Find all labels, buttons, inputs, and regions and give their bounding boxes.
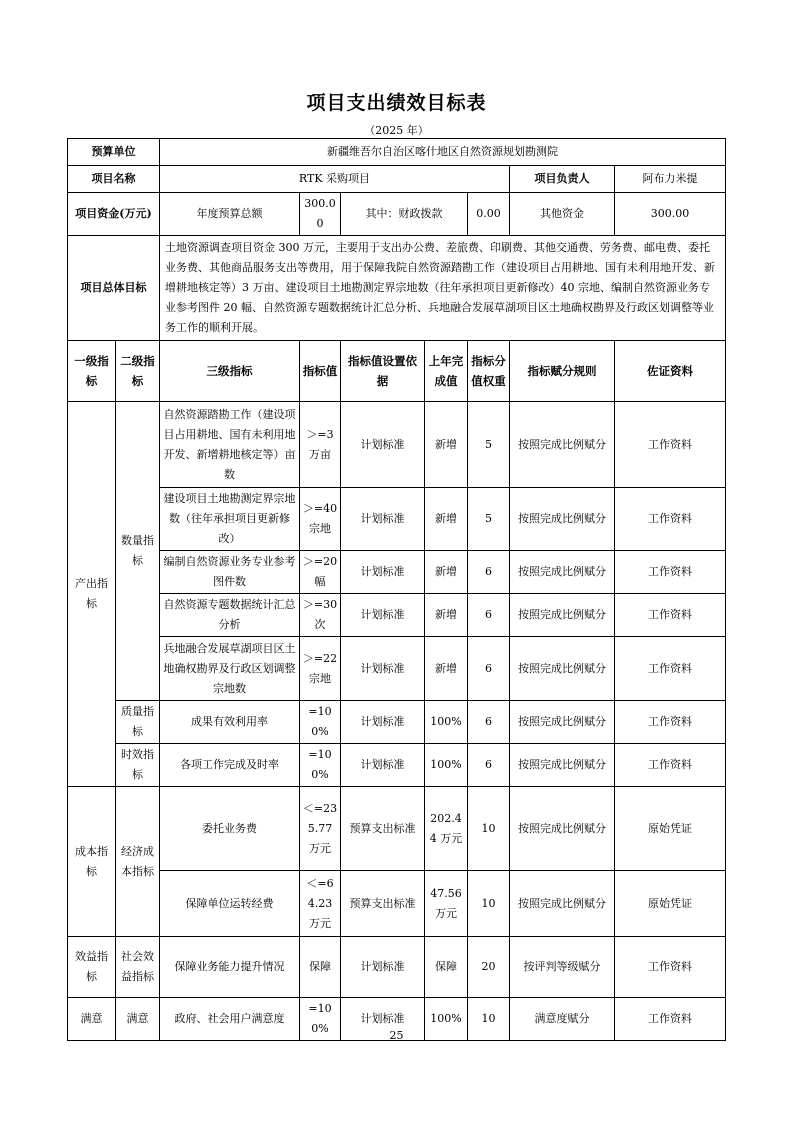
value-cell: ＞=3 万亩 [300, 402, 341, 488]
table-row [68, 744, 726, 787]
evidence-cell: 工作资料 [615, 937, 726, 998]
evidence-cell: 工作资料 [615, 551, 726, 594]
rule-cell: 按照完成比例赋分 [510, 637, 615, 701]
level3-cell: 各项工作完成及时率 [160, 744, 300, 787]
table-row [68, 871, 726, 937]
rule-cell: 按照完成比例赋分 [510, 871, 615, 937]
unit-label: 预算单位 [68, 139, 160, 166]
weight-cell: 5 [468, 488, 510, 551]
level2-cell: 经济成本指标 [116, 787, 160, 937]
prev-cell: 202.44 万元 [425, 787, 468, 871]
weight-cell: 10 [468, 998, 510, 1041]
table-row [68, 787, 726, 871]
table-row [68, 637, 726, 701]
basis-cell: 计划标准 [341, 402, 425, 488]
funds-label: 项目资金(万元) [68, 193, 160, 236]
fiscal-value: 0.00 [468, 193, 510, 236]
rule-cell: 按照完成比例赋分 [510, 402, 615, 488]
table-row [68, 701, 726, 744]
budget-year: （2025 年） [364, 124, 429, 137]
evidence-cell: 工作资料 [615, 637, 726, 701]
prev-cell: 100% [425, 701, 468, 744]
basis-cell: 预算支出标准 [341, 787, 425, 871]
level1-cell: 效益指标 [68, 937, 116, 998]
weight-cell: 6 [468, 551, 510, 594]
level3-cell: 成果有效利用率 [160, 701, 300, 744]
level2-cell: 社会效益指标 [116, 937, 160, 998]
header-basis: 指标值设置依据 [341, 341, 425, 402]
header-prev: 上年完成值 [425, 341, 468, 402]
rule-cell: 按照完成比例赋分 [510, 594, 615, 637]
value-cell: =100% [300, 744, 341, 787]
fiscal-label: 其中：财政拨款 [341, 193, 468, 236]
value-cell: ＜=235.77 万元 [300, 787, 341, 871]
project-label: 项目名称 [68, 166, 160, 193]
header-rule: 指标赋分规则 [510, 341, 615, 402]
value-cell: =100% [300, 998, 341, 1041]
weight-cell: 10 [468, 787, 510, 871]
basis-cell: 计划标准 [341, 637, 425, 701]
rule-cell: 按照完成比例赋分 [510, 551, 615, 594]
basis-cell: 计划标准 [341, 998, 425, 1041]
level3-cell: 政府、社会用户满意度 [160, 998, 300, 1041]
evidence-cell: 工作资料 [615, 594, 726, 637]
weight-cell: 6 [468, 594, 510, 637]
other-funds-value: 300.00 [615, 193, 726, 236]
level1-cell: 满意 [68, 998, 116, 1041]
header-value: 指标值 [300, 341, 341, 402]
annual-budget-value: 300.00 [300, 193, 341, 236]
prev-cell: 保障 [425, 937, 468, 998]
prev-cell: 100% [425, 744, 468, 787]
rule-cell: 按照完成比例赋分 [510, 787, 615, 871]
level1-cell: 成本指标 [68, 787, 116, 937]
level3-cell: 兵地融合发展草湖项目区土地确权勘界及行政区划调整宗地数 [160, 637, 300, 701]
prev-cell: 47.56 万元 [425, 871, 468, 937]
evidence-cell: 原始凭证 [615, 787, 726, 871]
owner-value: 阿布力米提 [615, 166, 726, 193]
level3-cell: 编制自然资源业务专业参考图件数 [160, 551, 300, 594]
value-cell: 保障 [300, 937, 341, 998]
level2-cell: 质量指标 [116, 701, 160, 744]
prev-cell: 新增 [425, 637, 468, 701]
basis-cell: 计划标准 [341, 594, 425, 637]
level3-cell: 建设项目土地勘测定界宗地数（往年承担项目更新修改） [160, 488, 300, 551]
header-level2: 二级指标 [116, 341, 160, 402]
level2-cell: 数量指标 [116, 402, 160, 701]
evidence-cell: 工作资料 [615, 744, 726, 787]
level3-cell: 自然资源踏勘工作（建设项目占用耕地、国有未利用地开发、新增耕地核定等）亩数 [160, 402, 300, 488]
table-row [68, 402, 726, 488]
page-number: 25 [389, 1029, 404, 1042]
prev-cell: 新增 [425, 594, 468, 637]
prev-cell: 新增 [425, 402, 468, 488]
weight-cell: 6 [468, 637, 510, 701]
level1-cell: 产出指标 [68, 402, 116, 787]
unit-value: 新疆维吾尔自治区喀什地区自然资源规划勘测院 [160, 139, 726, 166]
evidence-cell: 工作资料 [615, 998, 726, 1041]
prev-cell: 新增 [425, 488, 468, 551]
basis-cell: 计划标准 [341, 488, 425, 551]
prev-cell: 100% [425, 998, 468, 1041]
level3-cell: 保障业务能力提升情况 [160, 937, 300, 998]
other-funds-label: 其他资金 [510, 193, 615, 236]
table-row [68, 937, 726, 998]
value-cell: ＞=40 宗地 [300, 488, 341, 551]
performance-target-table [67, 138, 726, 1041]
rule-cell: 按照完成比例赋分 [510, 744, 615, 787]
project-value: RTK 采购项目 [160, 166, 510, 193]
goal-text: 土地资源调查项目资金 300 万元，主要用于支出办公费、差旅费、印刷费、其他交通费、劳务费、邮电费、委托业务费、其他商品服务支出等费用，用于保障我院自然资源踏勘工作（建设项目占用耕地、国有未利用地开发、新增耕地核定等）3 万亩、建设项目土地勘测定界宗地数（往年承担项目更新修改）40 宗地、编制自然资源业务专业参考图件 20 幅、自然资源专题数据统计汇总分析、兵地融合发展草湖项目区土地确权勘界及行政区划调整等业务工作的顺利开展。 [160, 236, 726, 341]
value-cell: ＜=64.23 万元 [300, 871, 341, 937]
header-level1: 一级指标 [68, 341, 116, 402]
weight-cell: 6 [468, 701, 510, 744]
basis-cell: 计划标准 [341, 937, 425, 998]
table-row [68, 594, 726, 637]
level2-cell: 时效指标 [116, 744, 160, 787]
basis-cell: 预算支出标准 [341, 871, 425, 937]
rule-cell: 按评判等级赋分 [510, 937, 615, 998]
weight-cell: 6 [468, 744, 510, 787]
table-row [68, 551, 726, 594]
evidence-cell: 工作资料 [615, 402, 726, 488]
rule-cell: 按照完成比例赋分 [510, 701, 615, 744]
rule-cell: 按照完成比例赋分 [510, 488, 615, 551]
annual-budget-label: 年度预算总额 [160, 193, 300, 236]
value-cell: ＞=30 次 [300, 594, 341, 637]
evidence-cell: 原始凭证 [615, 871, 726, 937]
level3-cell: 保障单位运转经费 [160, 871, 300, 937]
evidence-cell: 工作资料 [615, 488, 726, 551]
value-cell: ＞=20 幅 [300, 551, 341, 594]
header-evidence: 佐证资料 [615, 341, 726, 402]
value-cell: =100% [300, 701, 341, 744]
owner-label: 项目负责人 [510, 166, 615, 193]
level2-cell: 满意 [116, 998, 160, 1041]
level3-cell: 自然资源专题数据统计汇总分析 [160, 594, 300, 637]
basis-cell: 计划标准 [341, 744, 425, 787]
page-title: 项目支出绩效目标表 [306, 92, 487, 114]
weight-cell: 20 [468, 937, 510, 998]
header-weight: 指标分值权重 [468, 341, 510, 402]
rule-cell: 满意度赋分 [510, 998, 615, 1041]
basis-cell: 计划标准 [341, 551, 425, 594]
prev-cell: 新增 [425, 551, 468, 594]
basis-cell: 计划标准 [341, 701, 425, 744]
value-cell: ＞=22 宗地 [300, 637, 341, 701]
level3-cell: 委托业务费 [160, 787, 300, 871]
weight-cell: 5 [468, 402, 510, 488]
weight-cell: 10 [468, 871, 510, 937]
evidence-cell: 工作资料 [615, 701, 726, 744]
goal-label: 项目总体目标 [68, 236, 160, 341]
header-level3: 三级指标 [160, 341, 300, 402]
table-row [68, 488, 726, 551]
